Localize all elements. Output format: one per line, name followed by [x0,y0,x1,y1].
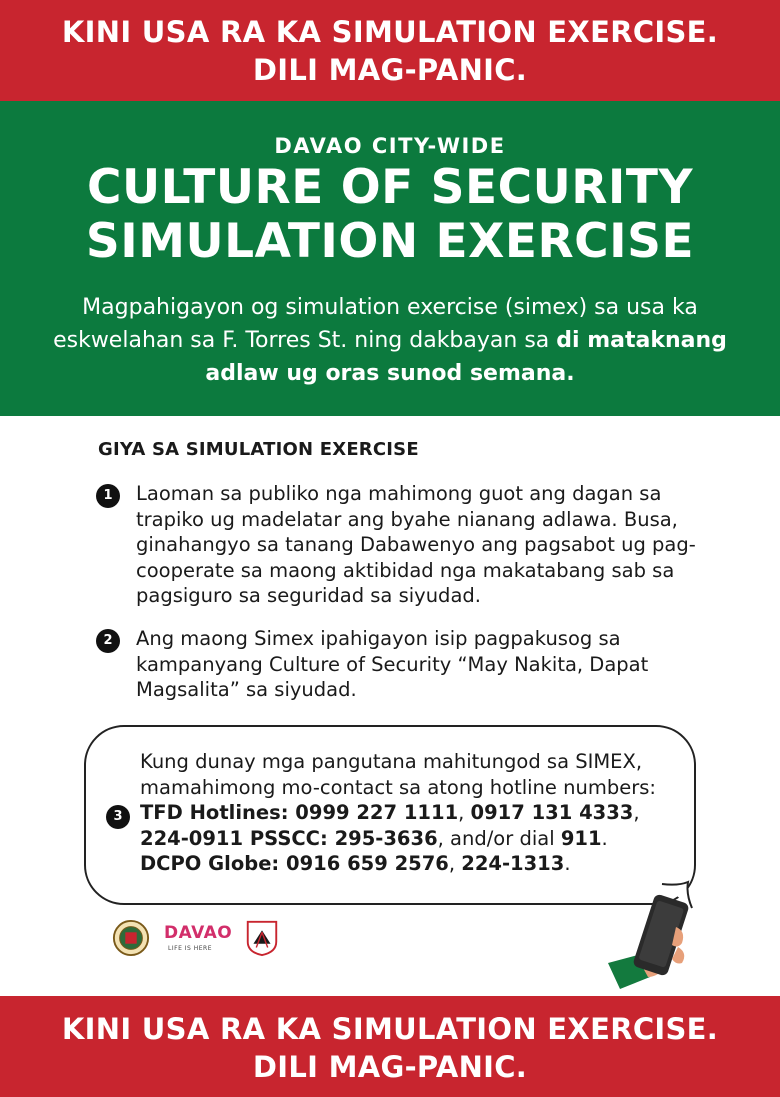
period: . [601,826,608,850]
tfd-hotline-2: 0917 131 4333 [470,801,634,824]
guide-item-text: Laoman sa publiko nga mahimong guot ang dagan sa trapiko ug madelatar ang byahe nianang adlawa. Busa, ginahangyo sa tanang Dabawenyo ang pagsabot ug pag-cooperate sa maong aktibidad nga makatabang sab sa pagsiguro sa seguridad sa siyudad. [136,482,696,607]
dcpo-hotline: DCPO Globe: 0916 659 2576 [140,852,449,875]
hero-title [0,161,780,269]
top-banner-line-1: KINI USA RA KA SIMULATION EXERCISE. [61,15,719,49]
hotline-intro: Kung dunay mga pangutana mahitungod sa SIMEX, mamahimong mo-contact sa atong hotline numbers: [140,750,656,799]
guide-item-text: Ang maong Simex ipahigayon isip pagpakusog sa kampanyang Culture of Security “May Nakita, Dapat Magsalita” sa siyudad. [136,627,649,701]
top-warning-banner [0,0,780,101]
guide-item-2 [96,626,696,706]
period: . [564,852,571,875]
bottom-warning-banner [0,996,780,1097]
davao-logo-tagline: LIFE IS HERE [168,945,213,952]
hero-desc-bold: di mataknang adlaw ug oras sunod semana. [205,328,727,386]
dial-text: , and/or dial [437,826,561,850]
hero-description [20,291,760,390]
top-banner-line-2: DILI MAG-PANIC. [252,53,528,87]
city-seal-icon [112,919,150,957]
separator: , [448,852,462,875]
separator: , [458,801,471,824]
tf-davao-emblem-icon [244,919,280,957]
item-number-badge: 3 [106,805,130,829]
emergency-number: 911 [560,826,602,850]
guide-item-1 [96,481,696,611]
item-number-badge: 1 [96,484,120,508]
item-number-badge: 2 [96,629,120,653]
hotline-text [140,749,685,877]
hand-phone-icon [598,885,708,993]
hero-kicker: DAVAO CITY-WIDE [274,134,506,158]
separator: , [633,801,640,824]
bottom-banner-line-1: KINI USA RA KA SIMULATION EXERCISE. [61,1012,719,1046]
bottom-banner-line-2: DILI MAG-PANIC. [252,1050,528,1084]
hero-title-line-1: CULTURE OF SECURITY [86,160,694,215]
dcpo-hotline-2: 224-1313 [461,852,565,875]
hero-desc-plain: Magpahigayon og simulation exercise (simex) sa usa ka eskwelahan sa F. Torres St. ning dakbayan sa [53,295,698,353]
davao-logo [162,919,232,957]
tfd-hotline: TFD Hotlines: 0999 227 1111 [140,801,459,824]
psscc-hotline: 224-0911 PSSCC: 295-3636 [140,826,438,850]
hero-title-line-2: SIMULATION EXERCISE [85,214,695,269]
guide-title: GIYA SA SIMULATION EXERCISE [98,439,419,460]
hotline-callout [84,725,696,905]
partner-logos [112,918,280,958]
hero-section [0,101,780,416]
davao-logo-word: DAVAO [164,923,233,943]
